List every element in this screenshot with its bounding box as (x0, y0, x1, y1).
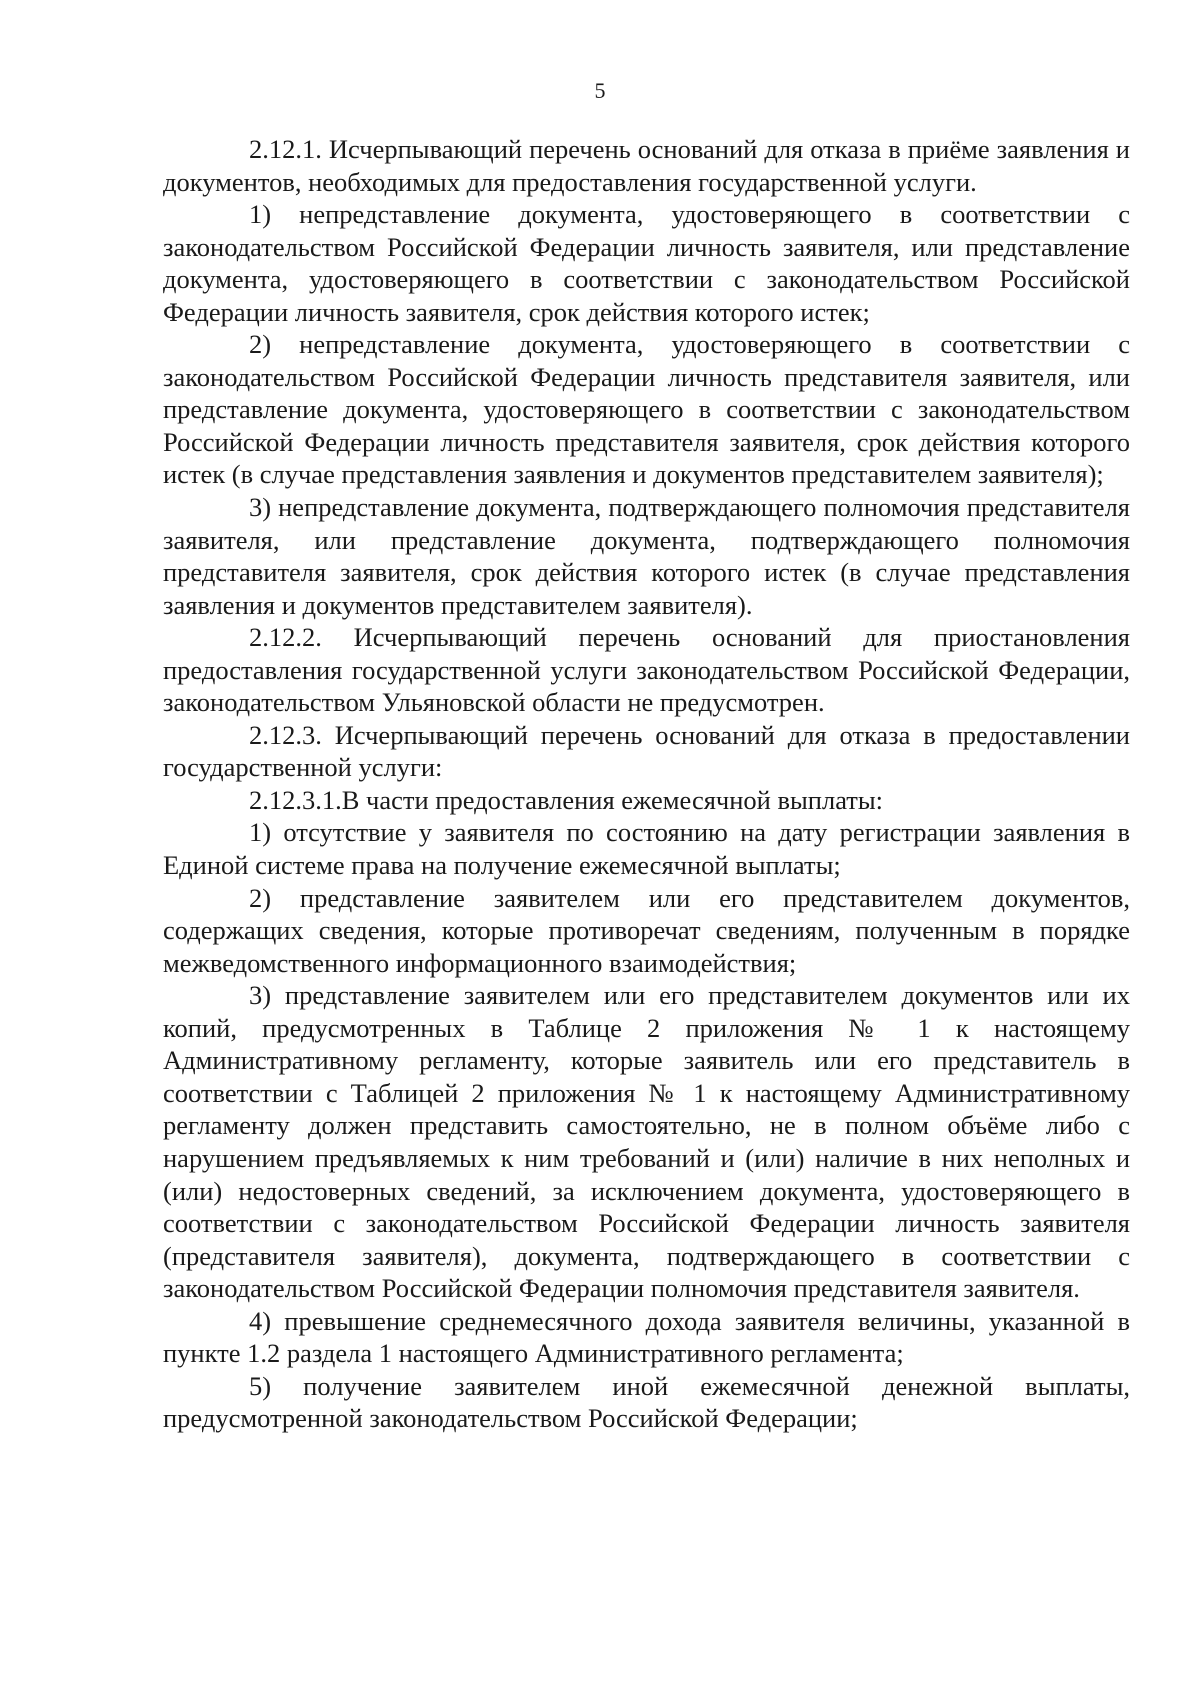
clause-2-12-3-1-item-5: 5) получение заявителем иной ежемесячной денежной выплаты, предусмотренной законодательством Российской Федерации; (163, 1370, 1130, 1434)
clause-2-12-3-1-item-4: 4) превышение среднемесячного дохода заявителя величины, указанной в пункте 1.2 раздела 1 настоящего Административного регламента; (163, 1305, 1130, 1369)
document-body (163, 133, 1130, 1435)
clause-2-12-3-1-item-2: 2) представление заявителем или его представителем документов, содержащих сведения, которые противоречат сведениям, полученным в порядке межведомственного информационного взаимодействия; (163, 882, 1130, 978)
clause-2-12-3: 2.12.3. Исчерпывающий перечень оснований для отказа в предоставлении государственной услуги: (163, 719, 1130, 783)
clause-2-12-3-1-item-1: 1) отсутствие у заявителя по состоянию на дату регистрации заявления в Единой системе права на получение ежемесячной выплаты; (163, 817, 1130, 881)
page-number: 5 (594, 78, 606, 103)
clause-2-12-3-1: 2.12.3.1.В части предоставления ежемесячной выплаты: (249, 784, 884, 815)
clause-2-12-1-item-3: 3) непредставление документа, подтверждающего полномочия представителя заявителя, или представление документа, подтверждающего полномочия представителя заявителя, срок действия которого истек (в случае представления заявления и документов представителем заявителя). (163, 492, 1130, 620)
clause-2-12-3-1-item-3: 3) представление заявителем или его представителем документов или их копий, предусмотренных в Таблице 2 приложения № 1 к настоящему Административному регламенту, которые заявитель или его представитель в соответствии с Таблицей 2 приложения № 1 к настоящему Административному регламенту должен представить самостоятельно, не в полном объёме либо с нарушением предъявляемых к ним требований и (или) наличие в них неполных и (или) недостоверных сведений, за исключением документа, удостоверяющего в соответствии с законодательством Российской Федерации личность заявителя (представителя заявителя), документа, подтверждающего в соответствии с законодательством Российской Федерации полномочия представителя заявителя. (163, 980, 1130, 1304)
clause-2-12-1: 2.12.1. Исчерпывающий перечень оснований для отказа в приёме заявления и документов, необходимых для предоставления государственной услуги. (163, 134, 1130, 197)
clause-2-12-2: 2.12.2. Исчерпывающий перечень оснований для приостановления предоставления государственной услуги законодательством Российской Федерации, законодательством Ульяновской области не предусмотрен. (163, 622, 1130, 718)
clause-2-12-1-item-2: 2) непредставление документа, удостоверяющего в соответствии с законодательством Российской Федерации личность представителя заявителя, или представление документа, удостоверяющего в соответствии с законодательством Российской Федерации личность представителя заявителя, срок действия которого истек (в случае представления заявления и документов представителем заявителя); (163, 329, 1130, 490)
clause-2-12-1-item-1: 1) непредставление документа, удостоверяющего в соответствии с законодательством Российской Федерации личность заявителя, или представление документа, удостоверяющего в соответствии с законодательством Российской Федерации личность заявителя, срок действия которого истек; (163, 199, 1130, 327)
